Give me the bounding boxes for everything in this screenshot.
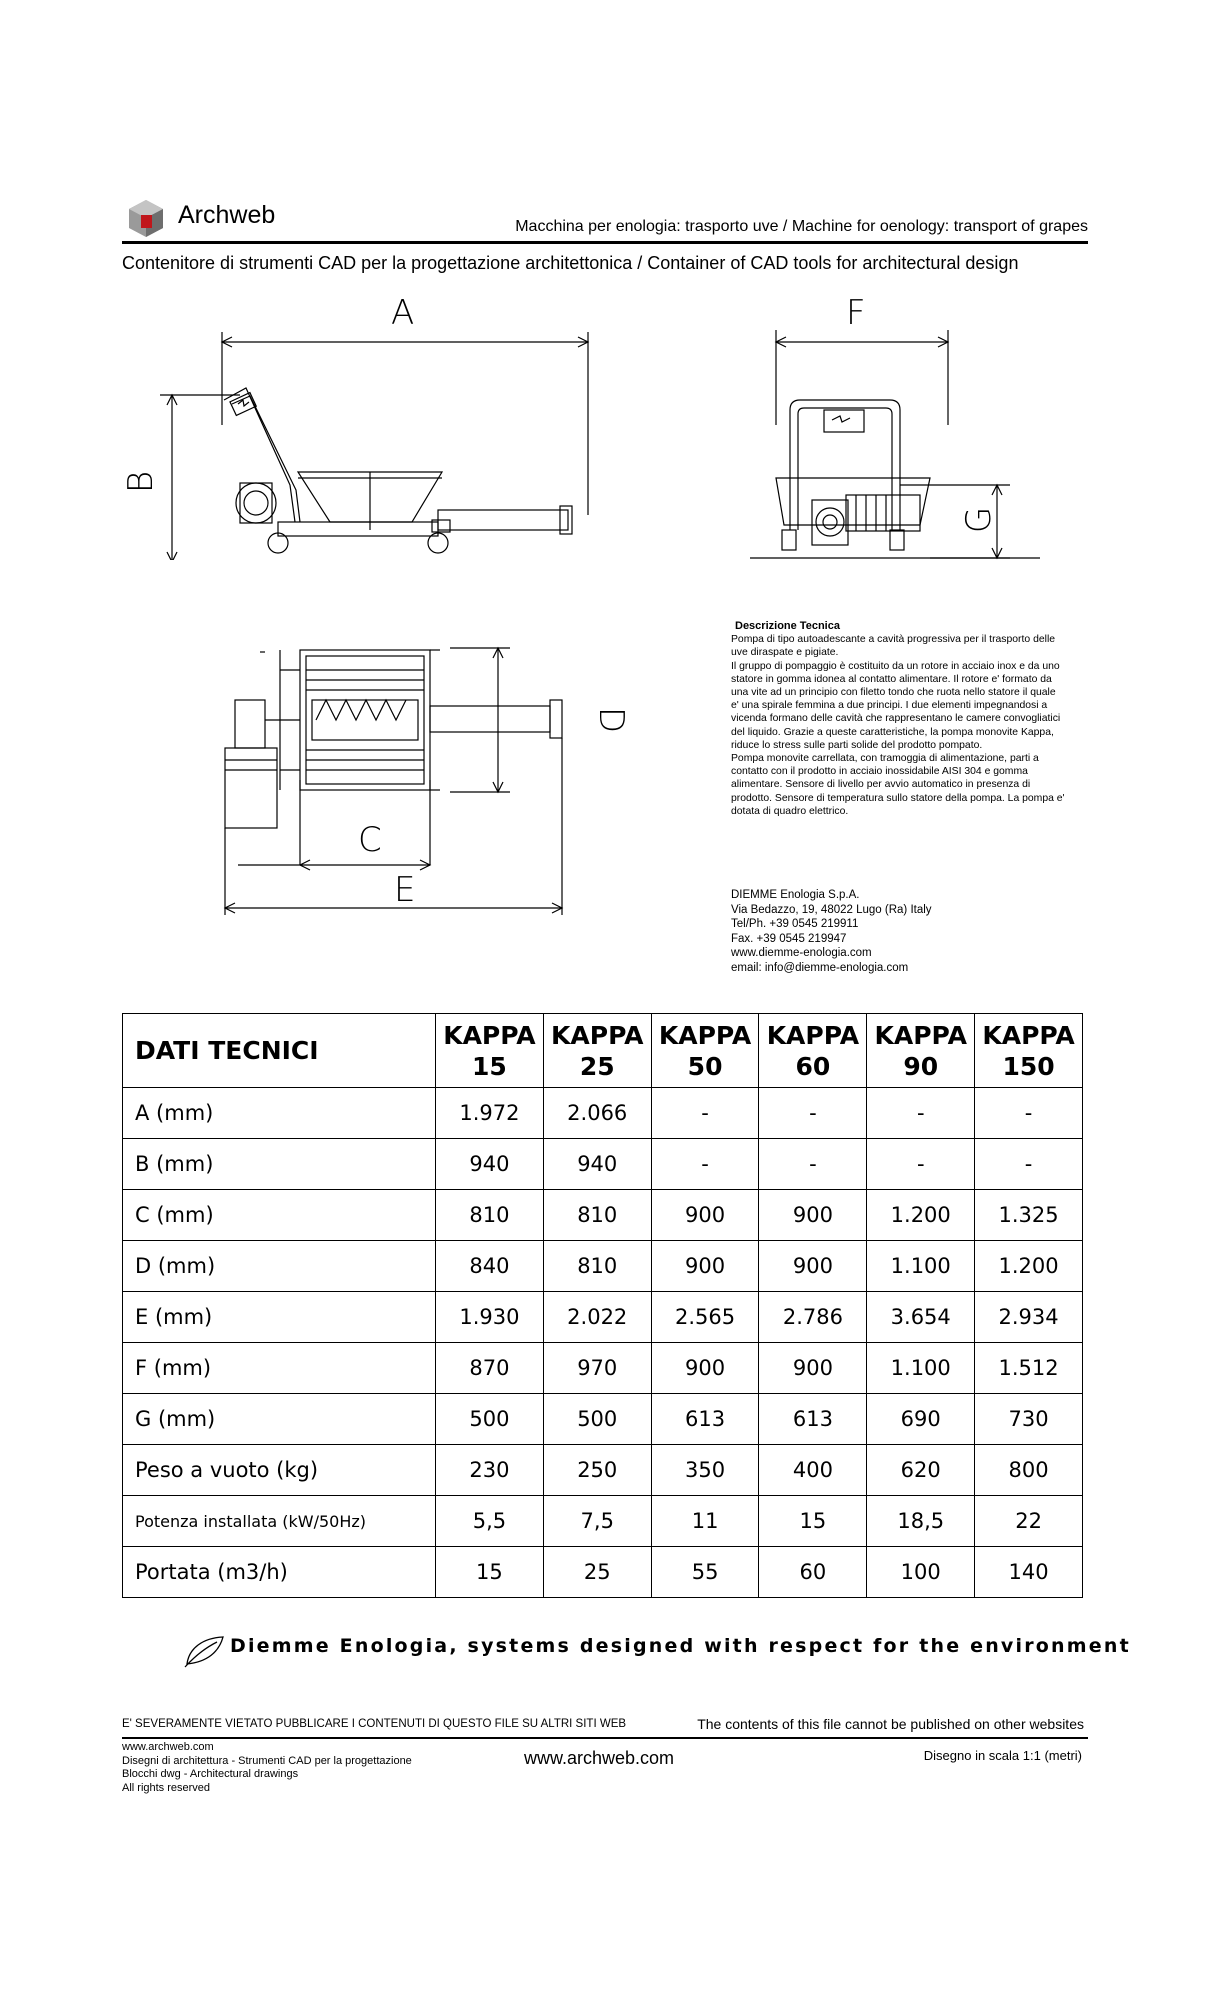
table-cell: 900: [759, 1241, 867, 1292]
table-cell: 900: [651, 1190, 759, 1241]
row-label: E (mm): [123, 1292, 436, 1343]
table-cell: 15: [759, 1496, 867, 1547]
leaf-icon: [183, 1634, 227, 1668]
table-cell: 500: [543, 1394, 651, 1445]
description-line: contatto con il prodotto in acciaio inossidabile AISI 304 e gomma: [731, 766, 1028, 778]
description-line: e' una spirale femmina a due principi. I due elementi impegnandosi a: [731, 700, 1048, 712]
model-header: KAPPA 25: [543, 1014, 651, 1088]
company-name: DIEMME Enologia S.p.A.: [731, 889, 860, 901]
row-label: Peso a vuoto (kg): [123, 1445, 436, 1496]
table-cell: -: [651, 1139, 759, 1190]
table-cell: 3.654: [867, 1292, 975, 1343]
top-view-drawing: [220, 630, 660, 950]
table-cell: 7,5: [543, 1496, 651, 1547]
table-cell: 11: [651, 1496, 759, 1547]
table-row: [123, 1292, 1083, 1343]
dim-label-c: C: [358, 820, 382, 860]
table-cell: 230: [436, 1445, 544, 1496]
header-rule: [122, 241, 1088, 244]
model-header: KAPPA 50: [651, 1014, 759, 1088]
description-title: Descrizione Tecnica: [735, 620, 840, 632]
header-subtitle: Macchina per enologia: trasporto uve / Machine for oenology: transport of grapes: [515, 218, 1088, 235]
description-line: statore in gomma idonea al contatto alimentare. Il rotore e' formato da: [731, 673, 1052, 685]
slogan: Diemme Enologia, systems designed with respect for the environment: [230, 1635, 1131, 1657]
row-label: D (mm): [123, 1241, 436, 1292]
table-cell: -: [759, 1088, 867, 1139]
footer-line: Blocchi dwg - Architectural drawings: [122, 1768, 299, 1780]
table-cell: 940: [543, 1139, 651, 1190]
archweb-logo-icon: [126, 198, 166, 238]
table-row: [123, 1394, 1083, 1445]
description-line: Il gruppo di pompaggio è costituito da un rotore in acciaio inox e da uno: [731, 660, 1060, 672]
footer-scale-note: Disegno in scala 1:1 (metri): [923, 1748, 1082, 1763]
table-cell: -: [651, 1088, 759, 1139]
description-line: alimentare. Sensore di livello per avvio automatico in presenza di: [731, 779, 1031, 791]
description-line: Pompa di tipo autoadescante a cavità progressiva per il trasporto delle: [731, 634, 1056, 646]
table-cell: 613: [759, 1394, 867, 1445]
table-cell: 620: [867, 1445, 975, 1496]
table-cell: 810: [436, 1190, 544, 1241]
table-cell: 1.200: [975, 1241, 1083, 1292]
dim-label-a: A: [391, 293, 415, 333]
description-line: uve diraspate e pigiate.: [731, 647, 839, 659]
row-label: F (mm): [123, 1343, 436, 1394]
table-header-row: [123, 1014, 1083, 1088]
table-row: [123, 1190, 1083, 1241]
dim-label-d: D: [591, 706, 632, 734]
table-row: [123, 1241, 1083, 1292]
table-cell: 60: [759, 1547, 867, 1598]
brand-name: Archweb: [178, 201, 276, 229]
table-cell: 100: [867, 1547, 975, 1598]
table-cell: 400: [759, 1445, 867, 1496]
footer-rule: [122, 1737, 1088, 1739]
model-header: KAPPA 90: [867, 1014, 975, 1088]
table-row: [123, 1496, 1083, 1547]
table-row: [123, 1139, 1083, 1190]
table-cell: 840: [436, 1241, 544, 1292]
table-cell: 5,5: [436, 1496, 544, 1547]
model-header: KAPPA 150: [975, 1014, 1083, 1088]
company-address: Via Bedazzo, 19, 48022 Lugo (Ra) Italy: [731, 903, 932, 916]
table-cell: -: [867, 1139, 975, 1190]
table-cell: 730: [975, 1394, 1083, 1445]
table-cell: 2.022: [543, 1292, 651, 1343]
front-view-drawing: [750, 300, 1050, 570]
table-cell: 22: [975, 1496, 1083, 1547]
company-email: email: info@diemme-enologia.com: [731, 961, 909, 974]
warning-italian: E' SEVERAMENTE VIETATO PUBBLICARE I CONTENUTI DI QUESTO FILE SU ALTRI SITI WEB: [122, 1718, 627, 1730]
table-cell: 140: [975, 1547, 1083, 1598]
table-cell: -: [975, 1139, 1083, 1190]
warning-english: The contents of this file cannot be published on other websites: [697, 1716, 1084, 1732]
company-website: www.diemme-enologia.com: [731, 947, 872, 960]
row-label: A (mm): [123, 1088, 436, 1139]
footer-line: Disegni di architettura - Strumenti CAD per la progettazione: [122, 1754, 412, 1767]
table-cell: 810: [543, 1190, 651, 1241]
table-cell: -: [759, 1139, 867, 1190]
dim-label-b: B: [121, 470, 162, 494]
technical-data-table: [122, 1013, 1083, 1598]
table-cell: 940: [436, 1139, 544, 1190]
dim-label-g: G: [959, 506, 1000, 534]
table-cell: 25: [543, 1547, 651, 1598]
description-line: del liquido. Grazie a queste caratteristiche, la pompa monovite Kappa,: [731, 726, 1054, 738]
table-cell: 1.100: [867, 1241, 975, 1292]
table-cell: 810: [543, 1241, 651, 1292]
table-cell: 1.200: [867, 1190, 975, 1241]
table-cell: 500: [436, 1394, 544, 1445]
table-cell: 350: [651, 1445, 759, 1496]
table-cell: 900: [651, 1241, 759, 1292]
table-cell: 900: [759, 1190, 867, 1241]
dim-label-f: F: [846, 293, 866, 333]
row-label: B (mm): [123, 1139, 436, 1190]
table-cell: 690: [867, 1394, 975, 1445]
table-cell: 250: [543, 1445, 651, 1496]
table-cell: 1.100: [867, 1343, 975, 1394]
table-row: [123, 1343, 1083, 1394]
table-cell: 1.972: [436, 1088, 544, 1139]
side-view-drawing: [120, 300, 620, 560]
table-cell: 2.786: [759, 1292, 867, 1343]
model-header: KAPPA 15: [436, 1014, 544, 1088]
company-phone: Tel/Ph. +39 0545 219911: [731, 918, 859, 931]
table-cell: 800: [975, 1445, 1083, 1496]
model-header: KAPPA 60: [759, 1014, 867, 1088]
dim-label-e: E: [394, 870, 416, 910]
table-cell: 613: [651, 1394, 759, 1445]
footer-website-link[interactable]: www.archweb.com: [524, 1748, 675, 1768]
table-cell: -: [867, 1088, 975, 1139]
table-cell: 2.565: [651, 1292, 759, 1343]
footer-credits: [122, 1741, 412, 1795]
row-label: Potenza installata (kW/50Hz): [123, 1496, 436, 1547]
table-cell: 970: [543, 1343, 651, 1394]
table-cell: 2.066: [543, 1088, 651, 1139]
table-cell: -: [975, 1088, 1083, 1139]
row-label: Portata (m3/h): [123, 1547, 436, 1598]
row-label: G (mm): [123, 1394, 436, 1445]
footer-line: All rights reserved: [122, 1781, 211, 1794]
table-cell: 900: [651, 1343, 759, 1394]
description-line: una vite ad un principio con filetto tondo che ruota nello statore il quale: [731, 687, 1056, 699]
company-fax: Fax. +39 0545 219947: [731, 932, 847, 945]
row-label: C (mm): [123, 1190, 436, 1241]
table-cell: 15: [436, 1547, 544, 1598]
table-row: [123, 1445, 1083, 1496]
description-line: vicenda formano delle cavità che rappresentano le camere convogliatici: [731, 713, 1061, 725]
header-tagline: Contenitore di strumenti CAD per la progettazione architettonica / Container of CAD tools for architectural design: [122, 253, 1019, 273]
table-title: DATI TECNICI: [123, 1014, 436, 1088]
table-cell: 1.325: [975, 1190, 1083, 1241]
description-line: riduce lo stress sulle parti solide del prodotto pompato.: [731, 739, 983, 751]
table-cell: 900: [759, 1343, 867, 1394]
table-row: [123, 1088, 1083, 1139]
table-cell: 55: [651, 1547, 759, 1598]
table-cell: 2.934: [975, 1292, 1083, 1343]
technical-description: [731, 620, 1066, 818]
table-cell: 1.930: [436, 1292, 544, 1343]
table-cell: 18,5: [867, 1496, 975, 1547]
table-row: [123, 1547, 1083, 1598]
table-cell: 870: [436, 1343, 544, 1394]
table-cell: 1.512: [975, 1343, 1083, 1394]
company-info: [731, 888, 932, 976]
description-line: prodotto. Sensore di temperatura sullo statore della pompa. La pompa e': [731, 792, 1065, 804]
description-line: dotata di quadro elettrico.: [731, 805, 849, 817]
footer-line: www.archweb.com: [122, 1741, 214, 1753]
description-line: Pompa monovite carrellata, con tramoggia di alimentazione, parti a: [731, 753, 1039, 765]
